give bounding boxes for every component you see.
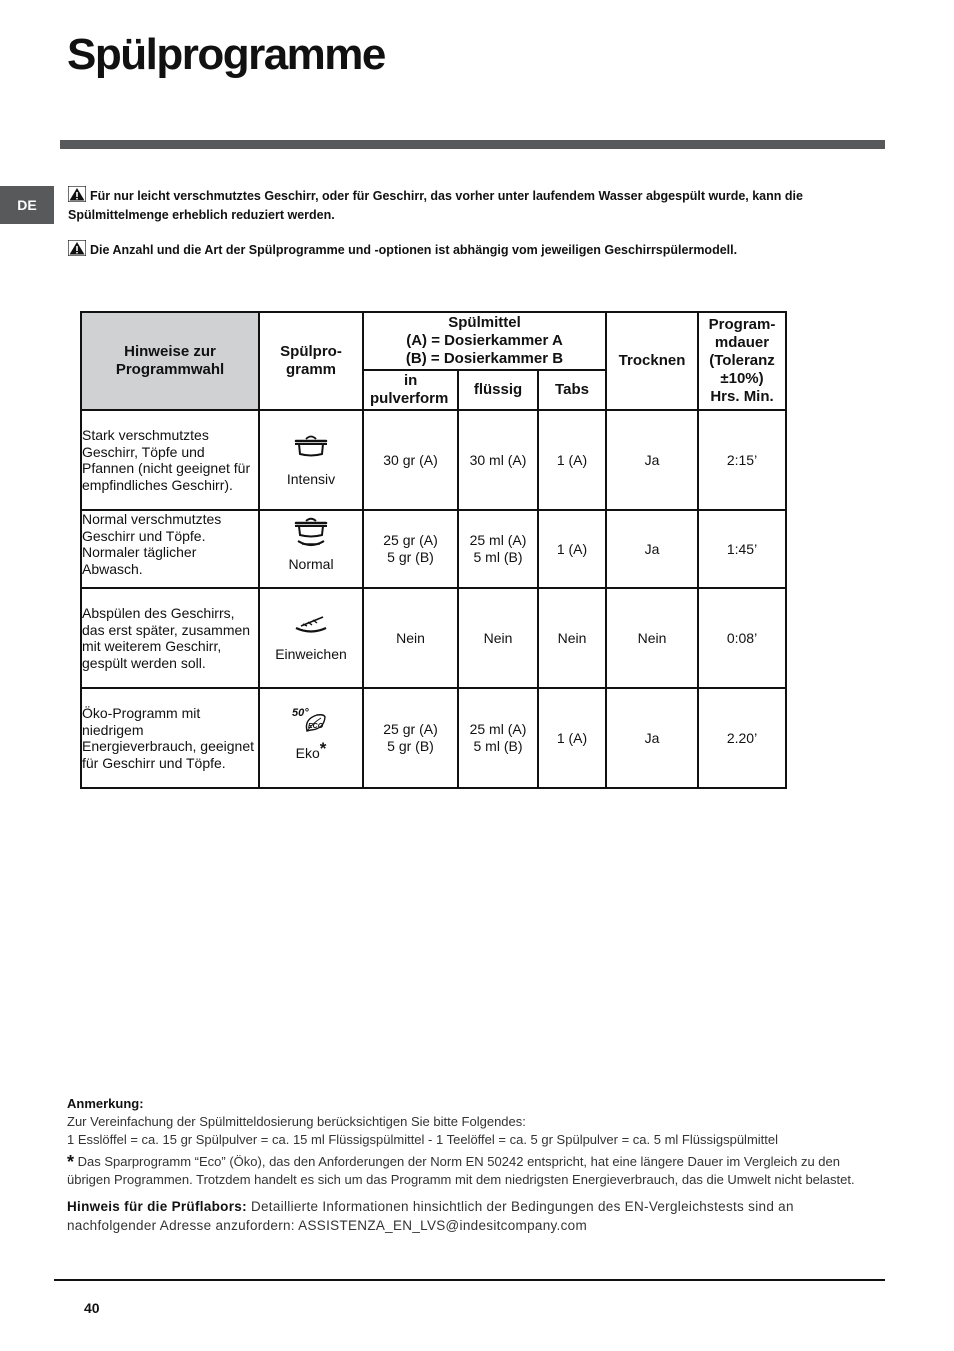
header-spuelmittel: Spülmittel (A) = Dosierkammer A (B) = Dosierkammer B [363,312,606,370]
cell-dauer: 2:15’ [698,410,786,510]
page-number: 40 [84,1300,100,1316]
cell-tabs: 1 (A) [538,510,606,588]
cell-fluessig: 25 ml (A) 5 ml (B) [458,510,538,588]
cell-pulver: Nein [363,588,458,688]
table-row [81,588,786,688]
lab-note: Hinweis für die Prüflabors: Detaillierte Informationen hinsichtlich der Bedingungen des EN-Vergleichstests sind an nachfolgender Adresse anzufordern: ASSISTENZA_EN_LVS@indesitcompany.com [67,1199,794,1233]
cell-trocknen: Nein [606,588,698,688]
cell-trocknen: Ja [606,688,698,788]
table-row [81,410,786,510]
pot-and-plate-icon [293,516,329,550]
table-row [81,510,786,588]
eco-50-icon [291,705,331,735]
warning-text-1: Für nur leicht verschmutztes Geschirr, oder für Geschirr, das vorher unter laufendem Wasser abgespült wurde, kann die Spülmittelmenge erheblich reduziert werden. [68,189,803,222]
row-description: Normal verschmutztes Geschirr und Töpfe. Normaler täglicher Abwasch. [81,510,259,588]
cell-tabs: 1 (A) [538,410,606,510]
header-fluessig: flüssig [458,370,538,410]
page-title: Spülprogramme [67,30,385,79]
header-dauer: Program- mdauer (Toleranz ±10%) Hrs. Min. [698,312,786,410]
table-row [81,688,786,788]
notes-line-2: 1 Esslöffel = ca. 15 gr Spülpulver = ca. 15 ml Flüssigspülmittel - 1 Teelöffel = ca. 5 gr Spülpulver = ca. 5 ml Flüssigspülmittel [67,1132,779,1147]
program-name: Einweichen [275,646,347,662]
header-tabs: Tabs [538,370,606,410]
warning-note-1 [68,186,828,225]
program-name: Eko* [295,739,327,761]
program-table [80,311,787,789]
pot-icon [293,433,329,459]
cell-dauer: 1:45’ [698,510,786,588]
language-tab: DE [0,186,54,224]
row-description: Öko-Programm mit niedrigem Energieverbrauch, geeignet für Geschirr und Töpfe. [81,688,259,788]
program-cell [259,688,363,788]
svg-text:ECO: ECO [308,723,324,730]
warning-triangle-icon [68,240,86,256]
footer-divider [54,1279,885,1281]
cell-dauer: 2.20’ [698,688,786,788]
program-cell [259,510,363,588]
warning-triangle-icon [68,186,86,202]
warning-text-2: Die Anzahl und die Art der Spülprogramme und -optionen ist abhängig vom jeweiligen Geschirrspülermodell. [90,243,738,257]
header-divider [60,140,885,149]
cell-trocknen: Ja [606,410,698,510]
notes-line-1: Zur Vereinfachung der Spülmitteldosierung berücksichtigen Sie bitte Folgendes: [67,1114,526,1129]
row-description: Abspülen des Geschirrs, das erst später, zusammen mit weiterem Geschirr, gespült werden soll. [81,588,259,688]
notes-heading: Anmerkung: [67,1096,144,1111]
cell-pulver: 25 gr (A) 5 gr (B) [363,688,458,788]
cell-dauer: 0:08’ [698,588,786,688]
eco-footnote: * Das Sparprogramm “Eco” (Öko), das den Anforderungen der Norm EN 50242 entspricht, hat eine längere Dauer im Vergleich zu den übrigen Programmen. Trotzdem handelt es sich um das Programm mit dem niedrigsten Energieverbrauch, das die Umwelt nicht belastet. [67,1152,855,1187]
header-trocknen: Trocknen [606,312,698,410]
cell-trocknen: Ja [606,510,698,588]
svg-text:50°: 50° [292,707,309,719]
program-cell [259,410,363,510]
row-description: Stark verschmutztes Geschirr, Töpfe und Pfannen (nicht geeignet für empfindliches Geschirr). [81,410,259,510]
cell-pulver: 25 gr (A) 5 gr (B) [363,510,458,588]
notes-section [67,1095,877,1235]
warning-note-2 [68,240,828,260]
header-pulver: in pulverform [363,370,458,410]
cell-fluessig: 25 ml (A) 5 ml (B) [458,688,538,788]
cell-fluessig: 30 ml (A) [458,410,538,510]
cell-tabs: Nein [538,588,606,688]
cell-tabs: 1 (A) [538,688,606,788]
soak-icon [293,614,329,634]
cell-pulver: 30 gr (A) [363,410,458,510]
header-programm: Spülpro-gramm [259,312,363,410]
header-hinweise: Hinweise zur Programmwahl [81,312,259,410]
program-name: Intensiv [286,471,336,487]
program-cell [259,588,363,688]
cell-fluessig: Nein [458,588,538,688]
program-name: Normal [288,556,334,572]
